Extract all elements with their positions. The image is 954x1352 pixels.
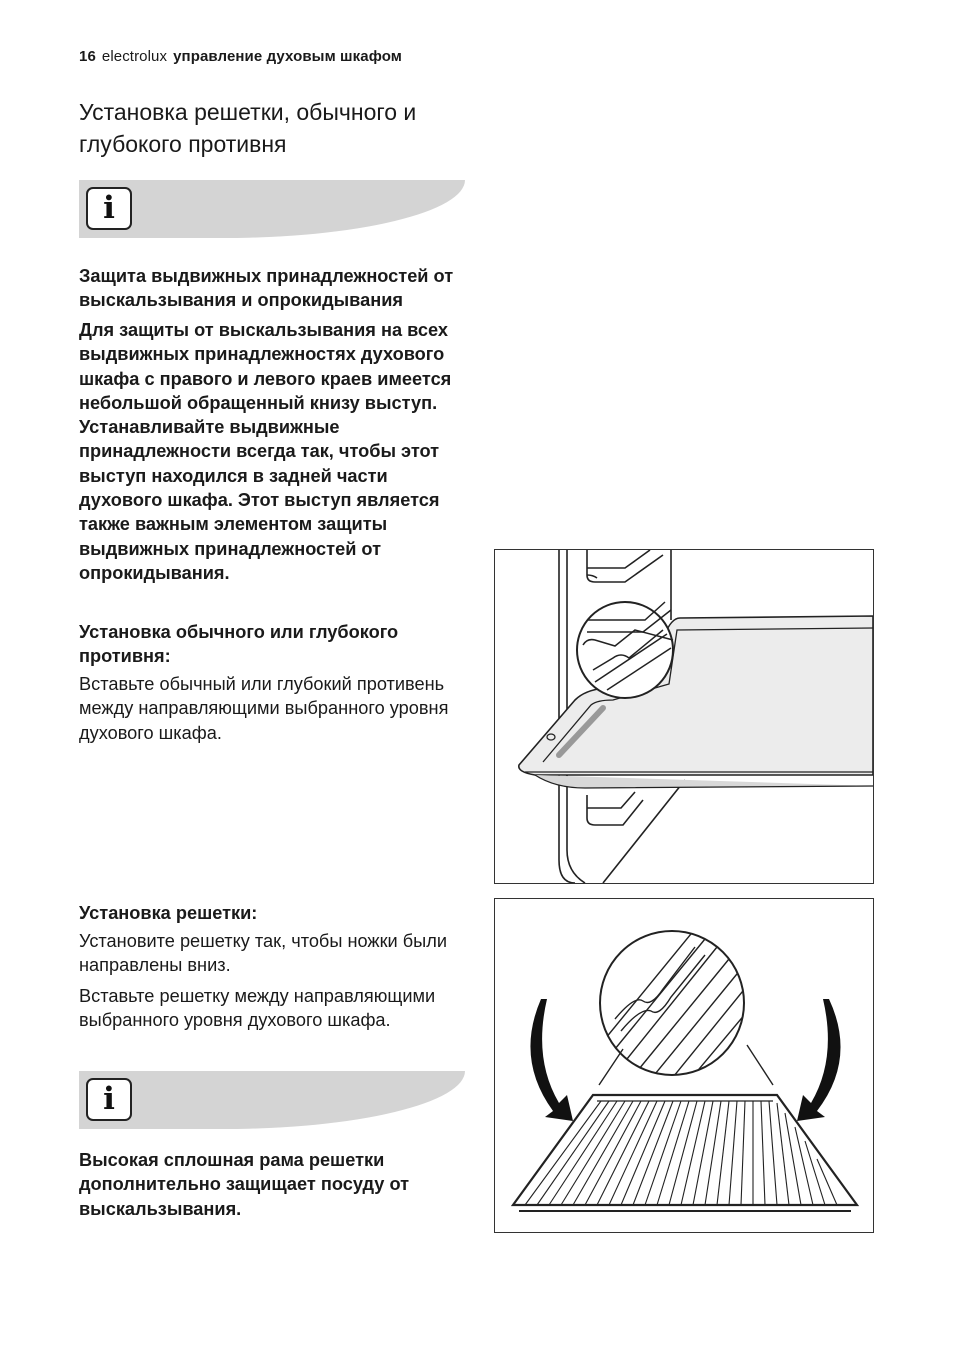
protection-heading: Защита выдвижных принадлежностей от выскальзывания и опрокидывания [79,266,454,311]
rack-install-step2: Вставьте решетку между направляющими выбранного уровня духового шкафа. [79,986,436,1031]
info-icon: i [86,187,132,230]
tray-insertion-illustration [494,549,874,884]
rack-frame-note: Высокая сплошная рама решетки дополнительно защищает посуду от выскальзывания. [79,1150,410,1219]
info-icon: i [86,1078,132,1121]
tray-install-heading: Установка обычного или глубокого противня: [79,622,399,667]
rack-install-step1: Установите решетку так, чтобы ножки были направлены вниз. [79,931,448,976]
info-bar [79,180,465,238]
protection-body: Для защиты от выскальзывания на всех выдвижных принадлежностях духового шкафа с правого и левого краев имеется небольшой обращенный книзу выступ. Устанавливайте выдвижные принадлежности всегда так, чтобы этот выступ находился в задней части духового шкафа. Этот выступ является также важным элементом защиты выдвижных принадлежностей от опрокидывания. [79,320,452,583]
rack-install-heading: Установка решетки: [79,903,258,923]
page-number: 16 [79,48,96,65]
rack-insertion-illustration [494,898,874,1233]
page-title: Установка решетки, обычного и глубокого противня [79,99,417,157]
info-bar-2 [79,1071,465,1129]
page-header [79,48,402,65]
brand-name: electrolux [101,48,168,65]
tray-install-body: Вставьте обычный или глубокий противень между направляющими выбранного уровня духового шкафа. [79,674,449,743]
section-title: управление духовым шкафом [173,48,402,65]
